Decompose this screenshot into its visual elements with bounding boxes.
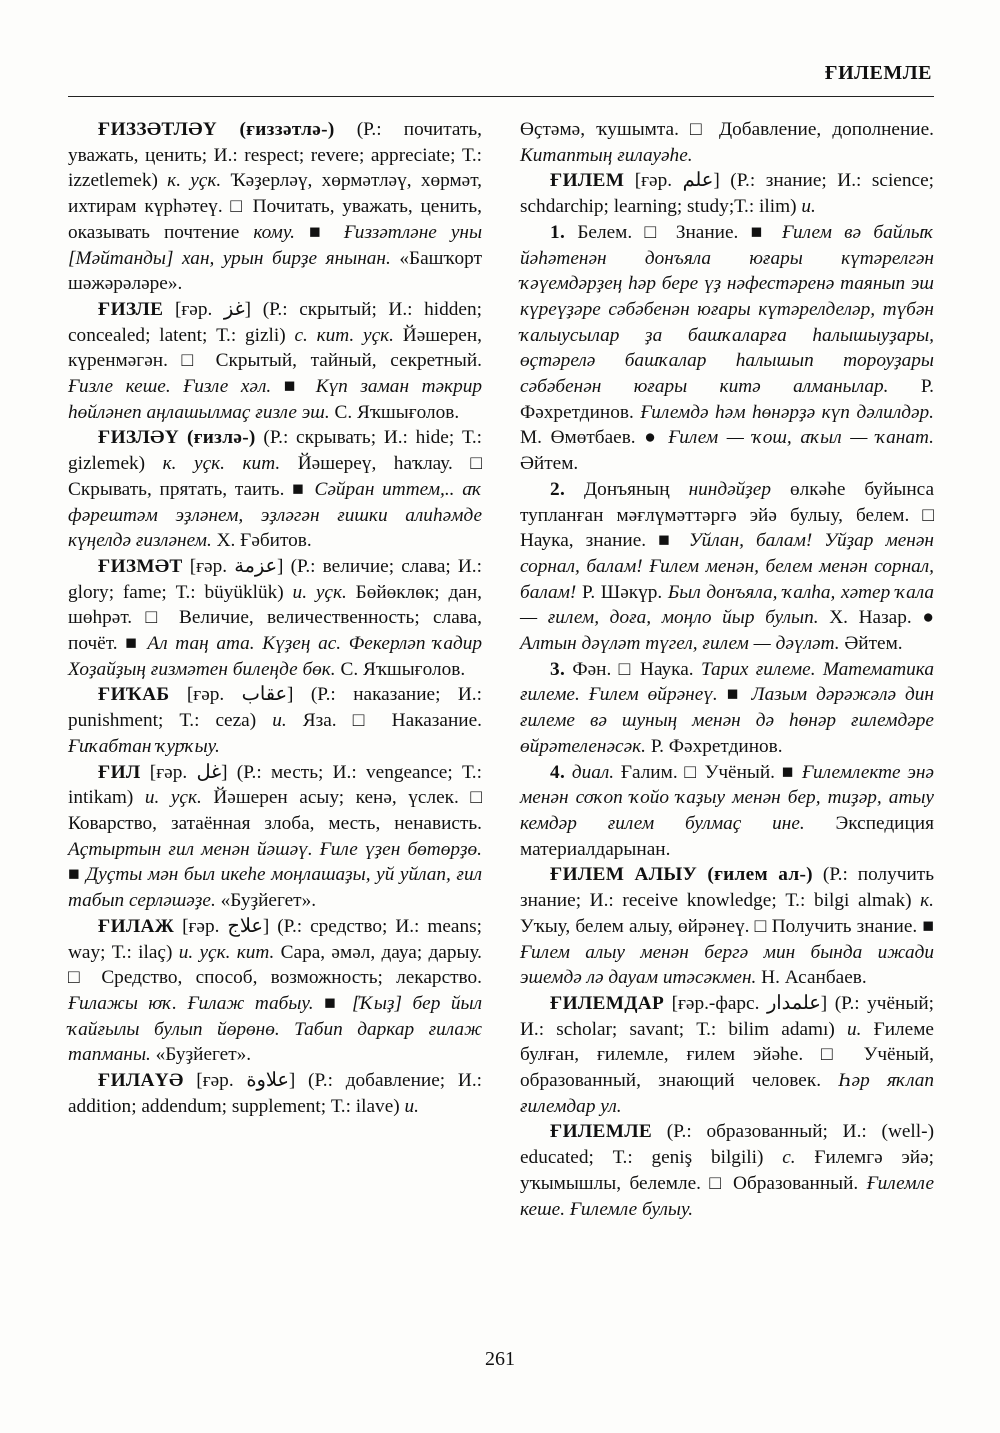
entry-gilem: ҒИЛЕМ [ғәр. علم] (Р.: знание; И.: science; schdarchip; learning; study;Т.: ilim) и. [520, 170, 934, 218]
entry-gilaua-continued: Өҫтәмә, ҡушымта. □ Добавление, дополнение. Китаптың ғилауәһе. [520, 119, 934, 166]
gilem-sense-4: 4. диал. Ғалим. □ Учёный. ■ Ғилемлекте энә менән соҡоп ҡойо ҡаҙыу менән бер, тиҙәр, атыу кемдәр ғилем булмаҫ ине. Экспедиция материалдарынан. [520, 761, 934, 860]
entry-gizle: ҒИЗЛЕ [ғәр. غز] (Р.: скрытый; И.: hidden; concealed; latent; Т.: gizli) с. кит. уҫк. Йәшерен, күренмәгән. □ Скрытый, тайный, секретный. Ғизле кеше. Ғизле хәл. ■ Күп заман тәкрир һөйләнеп аңлашылмаҫ ғизле эш. С. Яҡшығолов. [68, 298, 483, 423]
entry-gilemdar: ҒИЛЕМДАР [ғәр.-фарс. علمدار] (Р.: учёный; И.: scholar; savant; Т.: bilim adamı) и. Ғилеме булған, ғилемле, ғилем эйәһе. □ Учёный, образованный, знающий человек. Һәр яҡлап ғилемдар ул. [520, 992, 935, 1117]
header-rule [68, 96, 934, 97]
entry-gilaua: ҒИЛАҮӘ [ғәр. علاوة] (Р.: добавление; И.: addition; addendum; supplement; Т.: ilave) и. [68, 1070, 482, 1117]
headword: ҒИЛАҮӘ [98, 1070, 184, 1092]
headword: ҒИЛ [98, 761, 141, 783]
page-number: 261 [485, 1348, 515, 1370]
gilem-sense-3: 3. Фән. □ Наука. Тарих ғилеме. Математика ғилеме. Ғилем өйрәнеү. ■ Лазым дәрәжәлә дин ғилеме вә шуның менән дә һөнәр ғилемдәре өйрәтеленәсәк. Р. Фәхретдинов. [520, 658, 934, 757]
headword: ҒИЛАЖ [98, 915, 175, 937]
headword: ҒИЛЕМДАР [550, 992, 665, 1014]
headword: ҒИЛЕМ АЛЫУ (ғилем ал-) [550, 864, 813, 886]
entry-gizlau: ҒИЗЛӘҮ (ғизлә-) (Р.: скрывать; И.: hide; Т.: gizlemek) к. уҫк. кит. Йәшереү, һаҡлау. □ Скрывать, прятать, таить. ■ Сәйран иттем,.. аҡ фәрештәм эҙләнем, эҙләгән ғишки алиһәмде күңелдә ғизләнем. Х. Ғәбитов. [68, 427, 483, 552]
headword: ҒИЛЕМ [550, 170, 625, 192]
entry-gilazh: ҒИЛАЖ [ғәр. علاج] (Р.: средство; И.: means; way; Т.: ilaç) и. уҫк. кит. Сара, әмәл, дауа; дарыу. □ Средство, способ, возможность; лекарство. Ғилажы юҡ. Ғилаж табыу. ■ [Ҡыҙ] бер йыл ҡайғылы булып йөрөнө. Табип даркар ғилаж тапманы. «Буҙйегет». [68, 915, 483, 1066]
left-column [68, 117, 482, 1119]
headword: ҒИЗЗӘТЛӘҮ (ғиззәтлә-) [98, 119, 335, 140]
right-column [520, 117, 934, 1222]
running-head: ҒИЛЕМЛЕ [824, 62, 932, 84]
gilem-sense-1: 1. Белем. □ Знание. ■ Ғилем вә байлыҡ йәһәтенән донъяла юғары күтәрелгән ҡәүемдәрҙең һәр бере үҙ нәфестәренә таянып эш күреүҙәре сәбәбенән юғары күтәрелделәр, түбән ҡалыусылар ҙа башҡаларға һалышыуҙары, өҫтәрелә башҡалар һалышып тороуҙары сәбәбенән юғары китә алманылар. Р. Фәхретдинов. Ғилемдә һәм һөнәрҙә күп дәлилдәр. М. Өмөтбаев. ● Ғилем — ҡош, аҡыл — ҡанат. Әйтем. [520, 221, 934, 475]
entry-izzatlau: ҒИЗЗӘТЛӘҮ (ғиззәтлә-) (Р.: почитать, уважать, ценить; И.: respect; revere; appreciate; Т.: izzetlemek) к. уҫк. Ҡәҙерләү, хөрмәтләү, хөрмәт, ихтирам күрһәтеү. □ Почитать, уважать, ценить, оказывать почтение кому. ■ Ғиззәтләне уны [Мәйтанды] хан, урын бирҙе янынан. «Башҡорт шәжәрәләре». [68, 119, 483, 295]
entry-gilem-alyu: ҒИЛЕМ АЛЫУ (ғилем ал-) (Р.: получить знание; И.: receive knowledge; Т.: bilgi almak) к. Уҡыу, белем алыу, өйрәнеү. □ Получить знание. ■ Ғилем алыу менән бергә мин бында ижади эшемдә лә дауам итәсәкмен. Н. Асанбаев. [520, 864, 934, 989]
gilem-sense-2: 2. Донъяның ниндәйҙер өлкәһе буйынса тупланған мәғлүмәттәргә эйә булыу, белем. □ Наука, знание. ■ Уйлан, балам! Уйҙар менән сорнал, балам! Ғилем менән, белем менән сорнал, балам! Р. Шәкүр. Был донъяла, ҡалһа, хәтер ҡала — ғилем, доға, моңло йыр булып. Х. Назар. ● Алтын дәүләт түгел, ғилем — дәүләт. Әйтем. [520, 478, 935, 655]
entry-gikab: ҒИҠАБ [ғәр. عقاب] (Р.: наказание; И.: punishment; Т.: ceza) и. Яза. □ Наказание. Ғиҡабтан ҡурҡыу. [68, 684, 482, 757]
headword: ҒИЗМӘТ [98, 555, 183, 577]
headword: ҒИЗЛЕ [98, 298, 164, 320]
headword: ҒИҠАБ [98, 684, 170, 706]
headword: ҒИЛЕМЛЕ [550, 1121, 653, 1143]
entry-gizmat: ҒИЗМӘТ [ғәр. عزمة] (Р.: величие; слава; И.: glory; fame; Т.: büyüklük) и. уҫк. Бөйөклөк; дан, шөһрәт. □ Величие, величественность; слава, почёт. ■ Ал таң ата. Күҙең ас. Фекерләп ҡадир Хоҙайҙың ғизмәтен билеңде бөк. С. Яҡшығолов. [68, 555, 482, 680]
entry-gilemle: ҒИЛЕМЛЕ (Р.: образованный; И.: (well-) educated; Т.: geniş bilgili) с. Ғилемгә эйә; уҡымышлы, белемле. □ Образованный. Ғилемле кеше. Ғилемле булыу. [520, 1121, 934, 1220]
headword: ҒИЗЛӘҮ (ғизлә-) [98, 427, 256, 449]
entry-gil: ҒИЛ [ғәр. غل] (Р.: месть; И.: vengeance; Т.: intikam) и. уҫк. Йәшерен асыу; кенә, үслек. □ Коварство, затаённая злоба, месть, ненависть. Аҫтыртын ғил менән йәшәү. Ғиле үҙен бөтөрҙө. ■ Дуҫты мән был икеһе моңлашаҙы, уй уйлап, ғил табып серләшәҙе. «Буҙйегет». [68, 761, 482, 912]
